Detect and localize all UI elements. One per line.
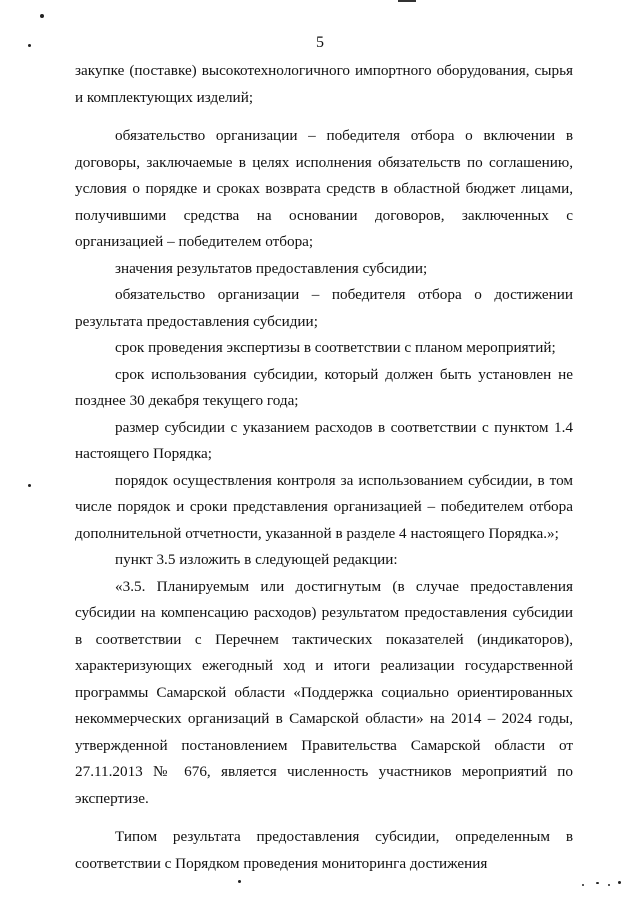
paragraph-2: обязательство организации – победителя отбора о включении в договоры, заключаемые в целях исполнения обязательств по соглашению, условия о порядке и сроках возврата средств в областной бюджет лицами, получившими средства на основании договоров, заключенных с организацией – победителем отбора;: [75, 127, 573, 250]
paragraph-4: обязательство организации – победителя отбора о достижении результата предоставления субсидии;: [75, 286, 573, 330]
page-number: 5: [316, 34, 324, 51]
scan-dot-5: [582, 884, 584, 886]
paragraph-8: порядок осуществления контроля за использованием субсидии, в том числе порядок и сроки представления организацией – победителем отбора дополнительной отчетности, указанной в разделе 4 настоящего Порядка.»;: [75, 471, 573, 542]
scan-dot-6: [596, 882, 599, 884]
scan-dot-1: [40, 14, 44, 18]
paragraph-1: закупке (поставке) высокотехнологичного импортного оборудования, сырья и комплектующих изделий;: [75, 62, 573, 106]
paragraph-11: Типом результата предоставления субсидии, определенным в соответствии с Порядком проведения мониторинга достижения: [75, 828, 573, 872]
scan-dot-7: [608, 884, 610, 886]
document-body: [75, 58, 573, 877]
scan-mark-top: [398, 0, 416, 2]
scan-dot-4: [238, 880, 241, 883]
paragraph-9: пункт 3.5 изложить в следующей редакции:: [115, 551, 398, 568]
paragraph-3: значения результатов предоставления субсидии;: [115, 259, 428, 277]
paragraph-10: «3.5. Планируемым или достигнутым (в случае предоставления субсидии на компенсацию расходов) результатом предоставления субсидии в соответствии с Перечнем тактических показателей (индикаторов), характеризующих ежегодный ход и итоги реализации государственной программы Самарской области «Поддержка социально ориентированных некоммерческих организаций в Самарской области» на 2014 – 2024 годы, утвержденной постановлением Правительства Самарской области от 27.11.2013 № 676, является численность участников мероприятий по экспертизе.: [75, 577, 573, 807]
paragraph-6: срок использования субсидии, который должен быть установлен не позднее 30 декабря текущего года;: [75, 365, 573, 409]
paragraph-5: срок проведения экспертизы в соответствии с планом мероприятий;: [115, 339, 556, 356]
scan-dot-8: [618, 881, 621, 884]
scan-dot-3: [28, 484, 31, 487]
paragraph-7: размер субсидии с указанием расходов в соответствии с пунктом 1.4 настоящего Порядка;: [75, 418, 573, 462]
